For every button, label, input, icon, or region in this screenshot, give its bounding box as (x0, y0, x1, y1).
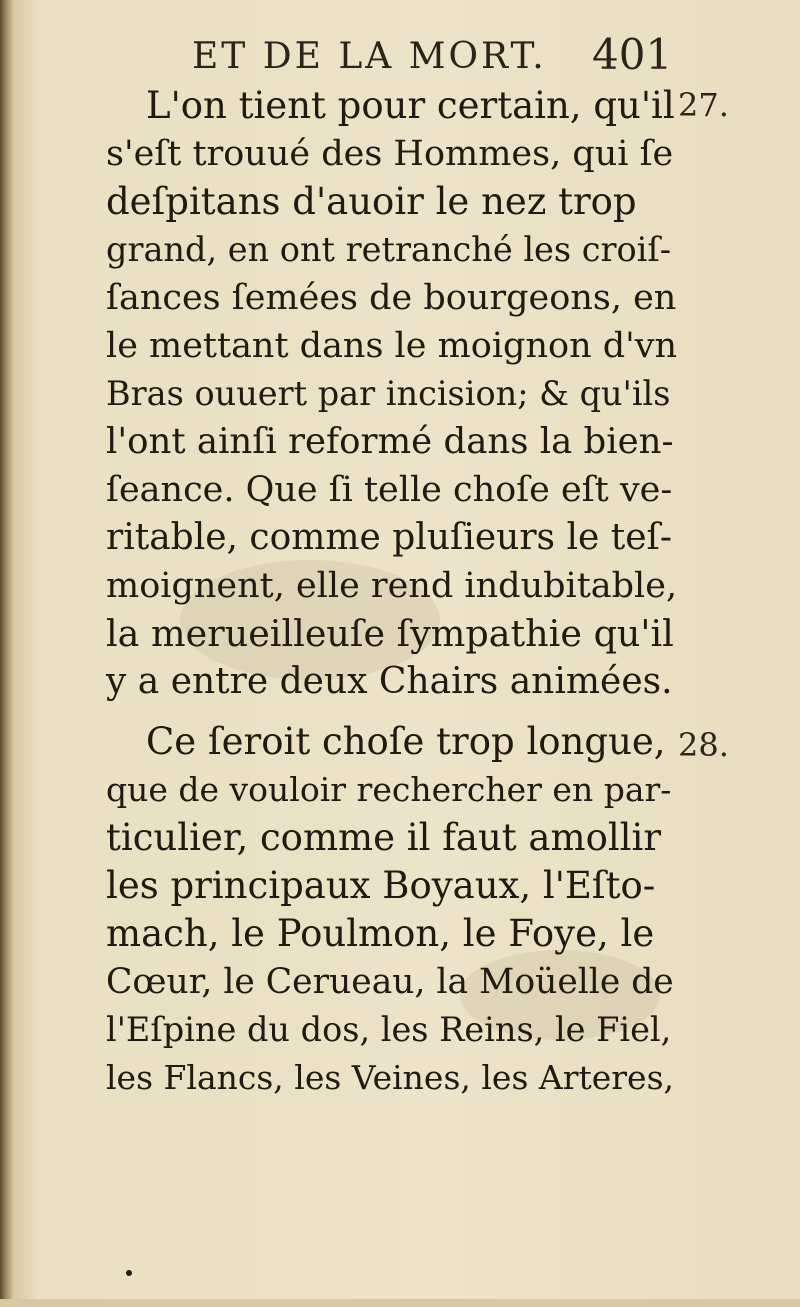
text-line: les principaux Boyaux, l'Eſto- (106, 864, 656, 907)
text-line: que de vouloir rechercher en par- (106, 770, 672, 809)
text-line: Cœur, le Cerueau, la Moüelle de (106, 962, 674, 1002)
running-title: ET DE LA MORT. (192, 36, 547, 77)
text-line: l'ont ainſi reformé dans la bien- (106, 421, 674, 462)
margin-note: 27. (678, 86, 729, 124)
text-line: s'eſt trouué des Hommes, qui ſe (106, 134, 674, 174)
text-line: ſeance. Que ſi telle choſe eſt ve- (106, 470, 673, 510)
text-line: deſpitans d'auoir le nez trop (106, 180, 637, 223)
text-line: mach, le Poulmon, le Foye, le (106, 912, 655, 955)
page-number: 401 (592, 30, 673, 79)
text-line: ticulier, comme il faut amollir (106, 816, 662, 859)
text-line: Ce ſeroit choſe trop longue, (146, 720, 666, 763)
margin-note: 28. (678, 726, 729, 764)
text-line: le mettant dans le moignon d'vn (106, 326, 678, 366)
text-line: les Flancs, les Veines, les Arteres, (106, 1058, 675, 1097)
text-line: grand, en ont retranché les croiſ- (106, 230, 672, 269)
text-line: ſances ſemées de bourgeons, en (106, 278, 677, 318)
text-line: ritable, comme pluſieurs le teſ- (106, 517, 672, 558)
text-line: y a entre deux Chairs animées. (106, 661, 673, 702)
page-edge (0, 1299, 800, 1307)
page-header (192, 30, 672, 86)
text-line: la merueilleuſe ſympathie qu'il (106, 612, 674, 655)
ink-dot (126, 1270, 132, 1276)
text-line: Bras ouuert par incision; & qu'ils (106, 374, 671, 413)
text-line: L'on tient pour certain, qu'il (146, 84, 675, 127)
text-line: moignent, elle rend indubitable, (106, 566, 678, 606)
text-line: l'Eſpine du dos, les Reins, le Fiel, (106, 1010, 672, 1049)
